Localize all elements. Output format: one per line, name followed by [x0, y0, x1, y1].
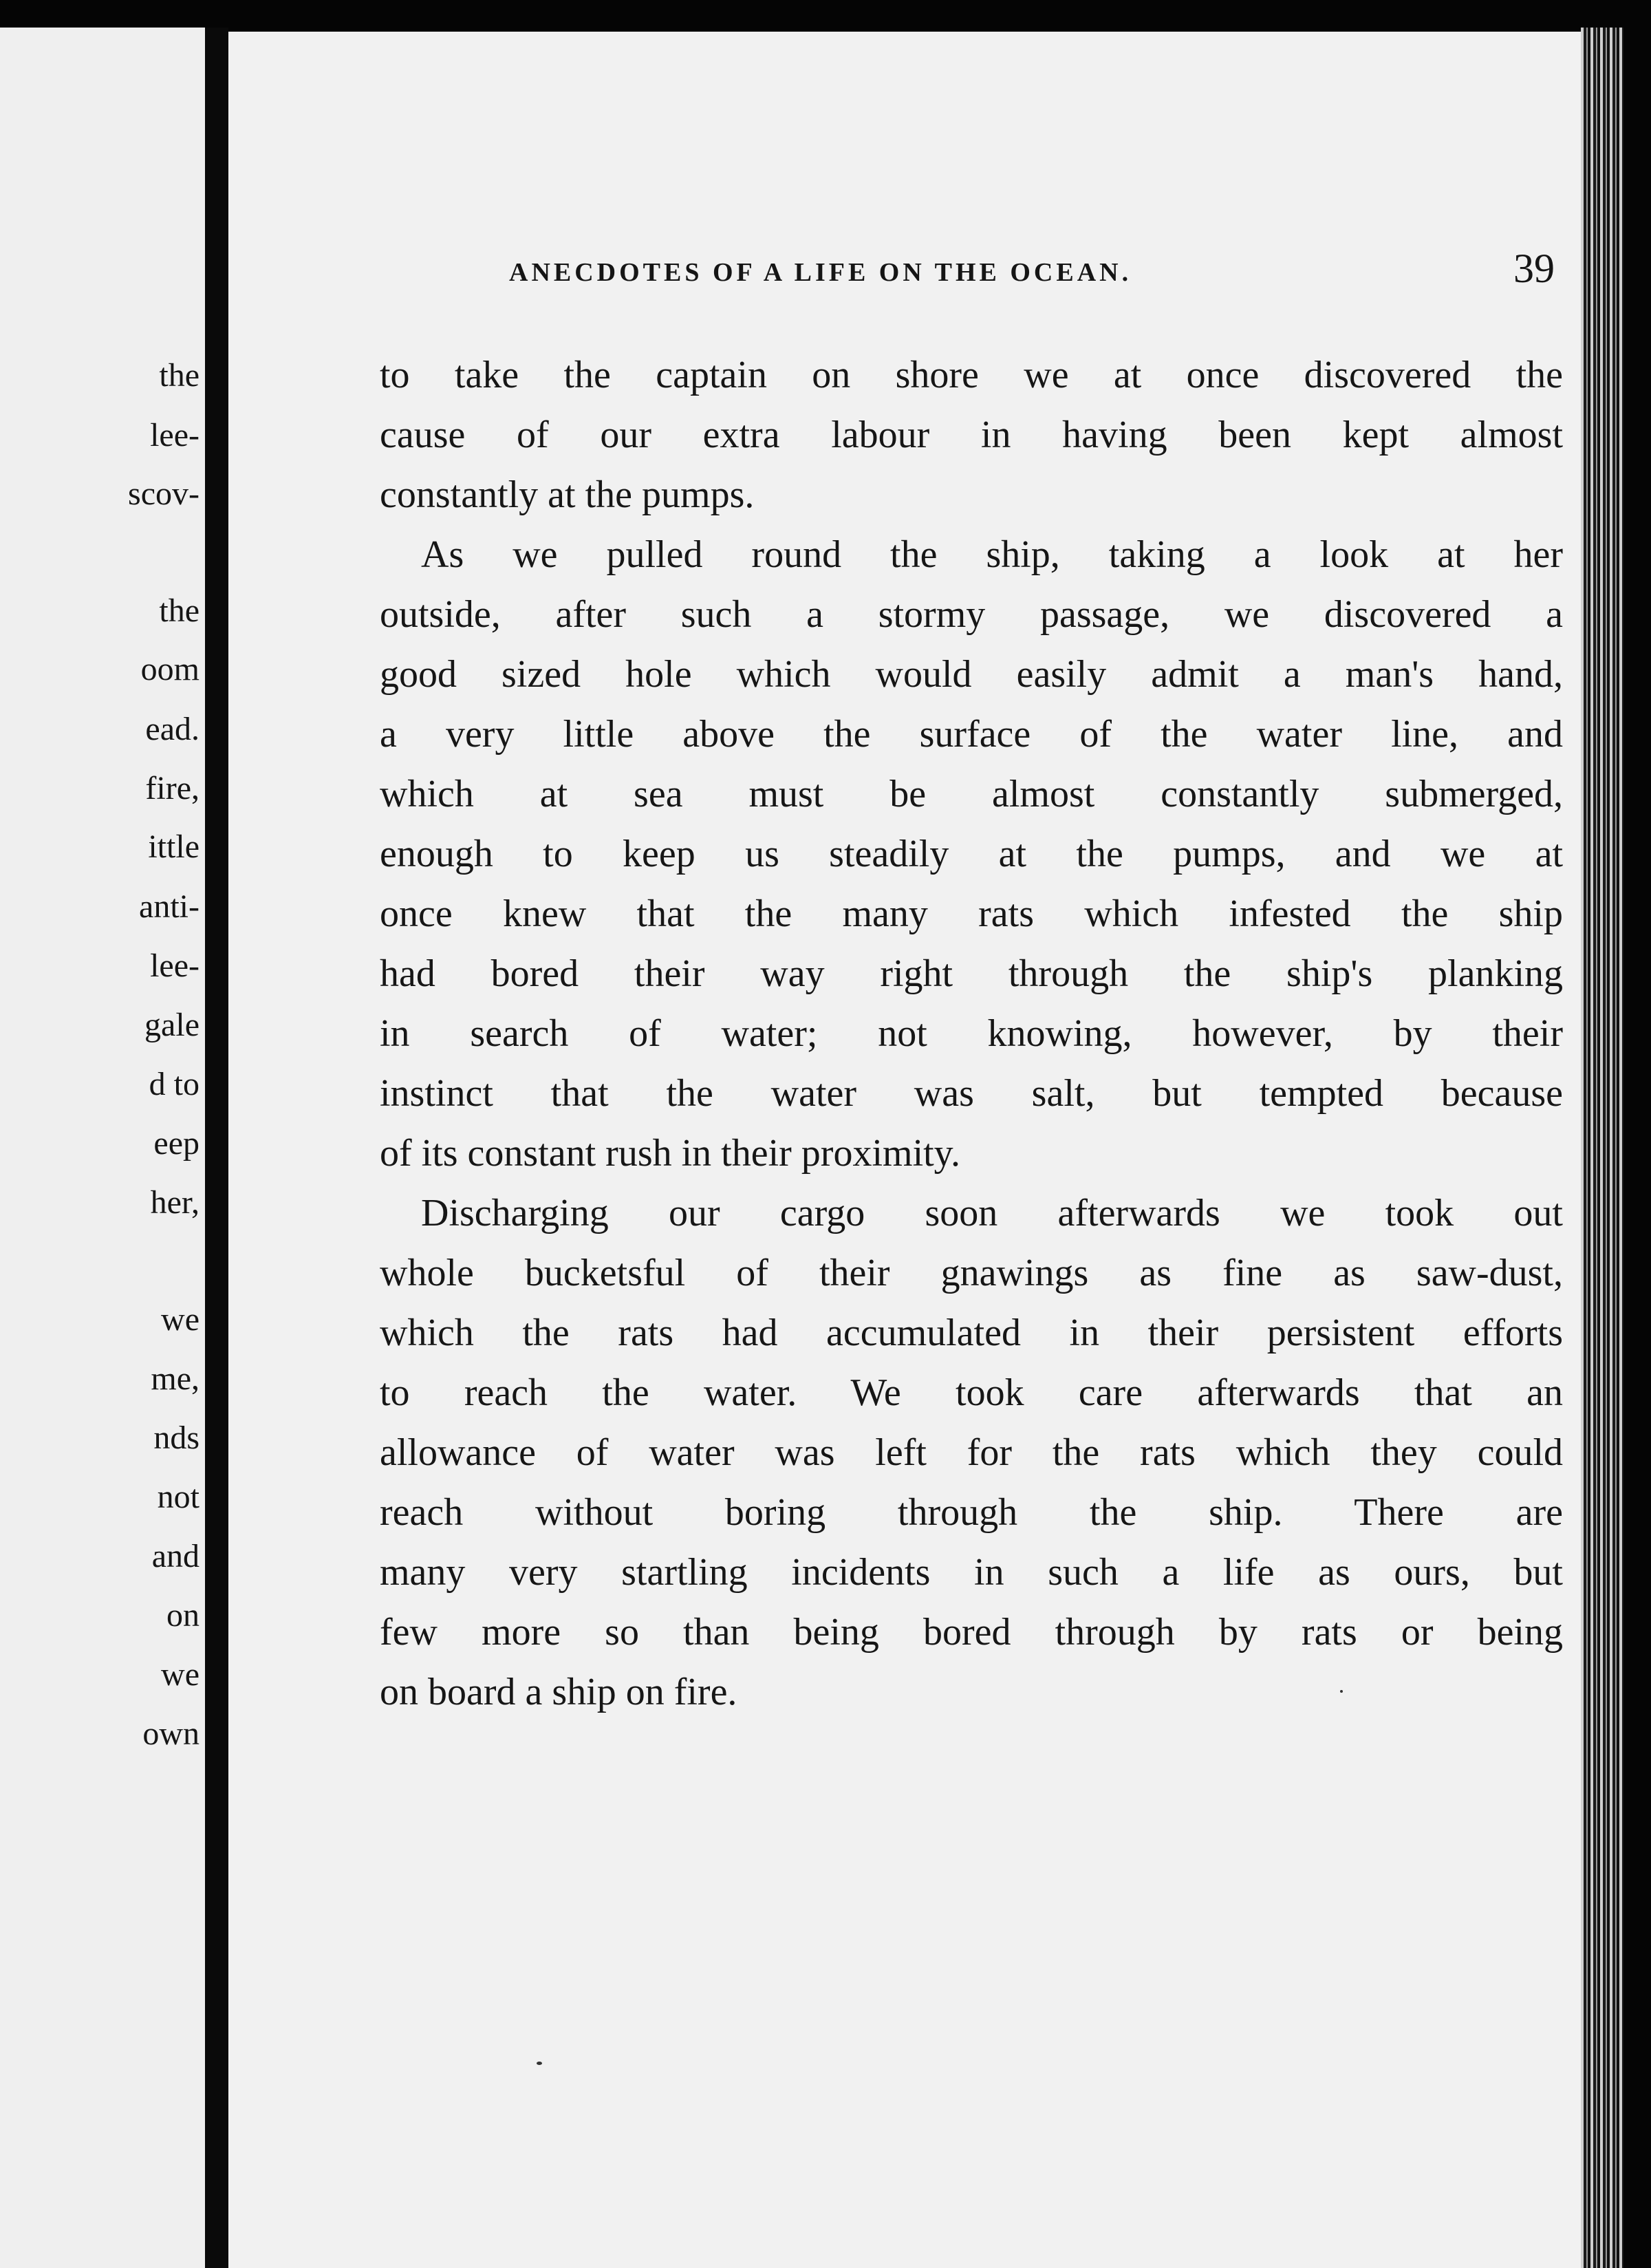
page-edges: [1581, 28, 1651, 2268]
text-line: in search of water; not knowing, however, by their: [380, 1012, 1563, 1055]
left-page-fragment: the: [159, 357, 199, 394]
left-page-fragment: me,: [151, 1360, 199, 1397]
text-line: As we pulled round the ship, taking a look at her: [421, 533, 1563, 576]
running-head: [509, 245, 1555, 307]
left-page-fragment: fire,: [145, 770, 199, 806]
left-page-fragment: lee-: [150, 417, 199, 453]
text-line: on board a ship on fire.: [380, 1671, 737, 1713]
text-line: allowance of water was left for the rats which they could: [380, 1431, 1563, 1474]
left-page-fragment: not: [157, 1479, 199, 1515]
left-page-fragment: scov-: [128, 475, 199, 512]
text-line: instinct that the water was salt, but tempted because: [380, 1072, 1563, 1115]
left-page-fragment: eep: [153, 1125, 199, 1162]
body-text: [380, 345, 1563, 1722]
left-page-fragment: her,: [150, 1184, 199, 1221]
text-line: few more so than being bored through by rats or being: [380, 1611, 1563, 1654]
text-line: to take the captain on shore we at once discovered the: [380, 354, 1563, 396]
left-page-fragment: we: [161, 1301, 199, 1338]
left-page-fragment: anti-: [139, 888, 199, 925]
text-line: once knew that the many rats which infested the ship: [380, 892, 1563, 935]
text-line: cause of our extra labour in having been kept almost: [380, 414, 1563, 456]
text-line: of its constant rush in their proximity.: [380, 1132, 961, 1175]
paper-speck: [1340, 1690, 1343, 1693]
left-page-fragment: the: [159, 592, 199, 629]
left-page-fragment: gale: [144, 1007, 199, 1043]
book-gutter: [205, 28, 228, 2268]
text-line: a very little above the surface of the water line, and: [380, 713, 1563, 756]
running-title: ANECDOTES OF A LIFE ON THE OCEAN.: [509, 258, 1132, 287]
left-page-fragment: d to: [149, 1066, 199, 1102]
text-line: had bored their way right through the ship's planking: [380, 952, 1563, 995]
text-line: good sized hole which would easily admit a man's hand,: [380, 653, 1563, 696]
page-number: 39: [1513, 246, 1555, 291]
left-page-fragment: on: [166, 1597, 199, 1634]
text-line: which at sea must be almost constantly submerged,: [380, 773, 1563, 815]
left-page-fragment: ittle: [148, 828, 199, 865]
text-line: constantly at the pumps.: [380, 473, 755, 516]
left-page-fragment: nds: [153, 1420, 199, 1456]
left-page-fragment: we: [161, 1656, 199, 1693]
left-page-fragment: oom: [140, 651, 199, 687]
left-facing-page: [0, 28, 205, 2268]
text-line: reach without boring through the ship. There are: [380, 1491, 1563, 1534]
page-edge-shadow: [1623, 28, 1651, 2268]
left-page-fragment: and: [151, 1538, 199, 1574]
left-page-fragment: own: [142, 1715, 199, 1752]
left-page-fragment: lee-: [150, 948, 199, 984]
text-line: to reach the water. We took care afterwards that an: [380, 1371, 1563, 1414]
text-line: Discharging our cargo soon afterwards we took out: [421, 1192, 1563, 1234]
left-page-fragment: ead.: [145, 711, 199, 747]
paper-speck: [537, 2062, 542, 2065]
text-line: outside, after such a stormy passage, we discovered a: [380, 593, 1563, 636]
text-line: which the rats had accumulated in their persistent efforts: [380, 1312, 1563, 1354]
text-line: enough to keep us steadily at the pumps, and we at: [380, 833, 1563, 875]
text-line: many very startling incidents in such a life as ours, but: [380, 1551, 1563, 1594]
text-line: whole bucketsful of their gnawings as fine as saw-dust,: [380, 1252, 1563, 1294]
right-page: [228, 32, 1581, 2268]
